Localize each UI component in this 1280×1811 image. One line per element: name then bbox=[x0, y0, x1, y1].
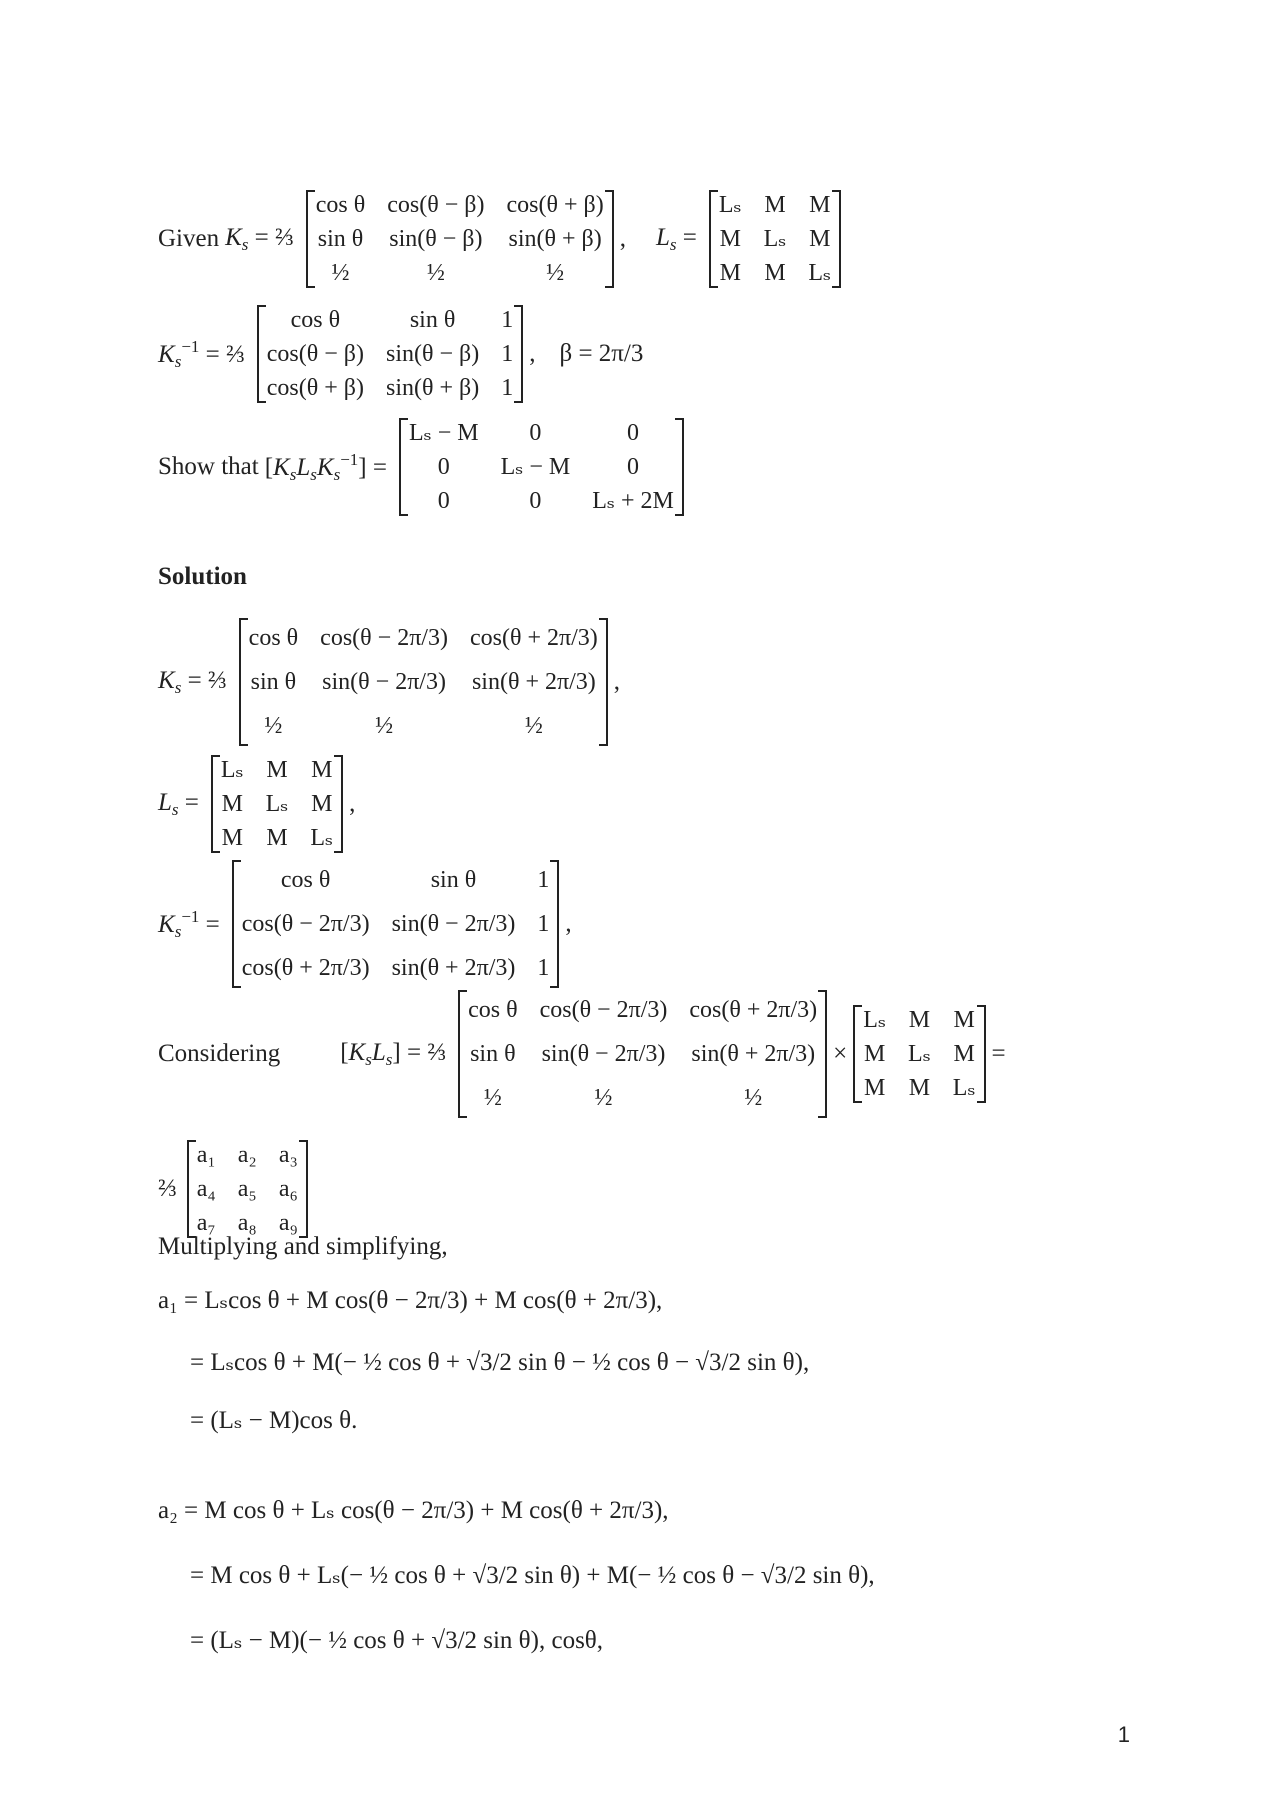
matrix-cell: 1 bbox=[537, 955, 550, 981]
matrix-cell: M bbox=[266, 757, 288, 783]
matrix-cell: M bbox=[764, 192, 786, 218]
solution-ks-matrix bbox=[239, 618, 608, 746]
matrix-cell: M bbox=[266, 825, 288, 851]
matrix-cell: cos(θ − β) bbox=[387, 192, 485, 218]
matrix-cell: cos(θ − 2π/3) bbox=[539, 997, 668, 1023]
matrix-cell: a₅ bbox=[237, 1176, 257, 1202]
matrix-cell: 0 bbox=[529, 488, 542, 514]
matrix-cell: Lₛ bbox=[952, 1075, 976, 1101]
solution-ks-equation: $K_s$ = ⅔ cos θ cos(θ − 2π/3) cos(θ + 2π/3) sin θ sin(θ − 2π/3) sin(θ + 2π/3) ½ ½ ½ , bbox=[158, 618, 620, 746]
matrix-cell: sin θ bbox=[470, 1041, 516, 1067]
a2-line-3: = (Lₛ − M)(− ½ cos θ + √3/2 sin θ), cosθ, bbox=[190, 1627, 604, 1654]
matrix-cell: 1 bbox=[501, 375, 514, 401]
matrix-cell: a₁ bbox=[196, 1142, 216, 1168]
matrix-cell: a₉ bbox=[278, 1210, 298, 1236]
a2-line-2: = M cos θ + Lₛ(− ½ cos θ + √3/2 sin θ) + M(− ½ cos θ − √3/2 sin θ), bbox=[190, 1562, 875, 1589]
matrix-cell: Lₛ + 2M bbox=[592, 488, 674, 514]
matrix-cell: cos θ bbox=[248, 625, 299, 651]
matrix-cell: sin(θ − 2π/3) bbox=[322, 669, 446, 695]
show-result-matrix bbox=[399, 418, 684, 516]
given-ks-equation: Given $K_s$ = ⅔ cos θ cos(θ − β) cos(θ + β) sin θ sin(θ − β) sin(θ + β) ½ ½ ½ , $L_s$ = Lₛ M M M Lₛ M M M Lₛ bbox=[158, 190, 847, 288]
matrix-cell: cos(θ + 2π/3) bbox=[241, 955, 370, 981]
matrix-cell: M bbox=[953, 1007, 975, 1033]
matrix-cell: 1 bbox=[501, 341, 514, 367]
matrix-cell: sin(θ + 2π/3) bbox=[471, 669, 596, 695]
matrix-cell: cos(θ + β) bbox=[266, 375, 364, 401]
matrix-cell: 0 bbox=[627, 420, 640, 446]
show-that-equation: Show that $[K_sL_sK_s^{-1}]$ = Lₛ − M 0 0 0 Lₛ − M 0 0 0 Lₛ + 2M bbox=[158, 418, 690, 516]
matrix-cell: a₈ bbox=[237, 1210, 257, 1236]
matrix-cell: Lₛ bbox=[310, 825, 334, 851]
beta-definition: β = 2π/3 bbox=[559, 340, 644, 367]
matrix-cell: 1 bbox=[501, 307, 514, 333]
solution-heading: Solution bbox=[158, 563, 247, 590]
matrix-cell: M bbox=[719, 226, 741, 252]
matrix-cell: Lₛ bbox=[808, 260, 832, 286]
matrix-cell: 0 bbox=[529, 420, 542, 446]
matrix-cell: a₃ bbox=[278, 1142, 298, 1168]
matrix-cell: a₂ bbox=[237, 1142, 257, 1168]
matrix-cell: 0 bbox=[437, 488, 450, 514]
a-coefficient-matrix bbox=[187, 1140, 308, 1238]
a1-line-3: = (Lₛ − M)cos θ. bbox=[190, 1407, 358, 1434]
matrix-cell: sin(θ − β) bbox=[389, 226, 483, 252]
a-matrix-equation: ⅔ a₁ a₂ a₃ a₄ a₅ a₆ a₇ a₈ a₉ bbox=[158, 1140, 314, 1238]
a1-line-2: = Lₛcos θ + M(− ½ cos θ + √3/2 sin θ − ½ cos θ − √3/2 sin θ), bbox=[190, 1349, 810, 1376]
matrix-cell: Lₛ bbox=[265, 791, 289, 817]
matrix-cell: sin(θ − 2π/3) bbox=[391, 911, 516, 937]
matrix-cell: cos(θ − 2π/3) bbox=[241, 911, 370, 937]
matrix-cell: sin θ bbox=[250, 669, 297, 695]
matrix-cell: Lₛ bbox=[863, 1007, 887, 1033]
matrix-cell: a₇ bbox=[196, 1210, 216, 1236]
matrix-cell: M bbox=[764, 260, 786, 286]
considering-ls-matrix bbox=[853, 1005, 985, 1103]
matrix-cell: ½ bbox=[546, 260, 565, 286]
matrix-cell: M bbox=[908, 1075, 931, 1101]
matrix-cell: cos(θ + 2π/3) bbox=[469, 625, 598, 651]
matrix-cell: Lₛ − M bbox=[500, 454, 571, 480]
matrix-cell: ½ bbox=[594, 1085, 613, 1111]
given-ks-matrix bbox=[306, 190, 614, 288]
matrix-cell: 0 bbox=[437, 454, 450, 480]
matrix-cell: sin θ bbox=[409, 307, 456, 333]
considering-equation: Considering $[K_sL_s]$ = ⅔ cos θ cos(θ − 2π/3) cos(θ + 2π/3) sin θ sin(θ − 2π/3) sin(θ + 2π/3) ½ ½ ½ × Lₛ M M M Lₛ M M M Lₛ = bbox=[158, 990, 1006, 1118]
matrix-cell: cos(θ − β) bbox=[266, 341, 364, 367]
matrix-cell: sin(θ − 2π/3) bbox=[541, 1041, 666, 1067]
matrix-cell: M bbox=[953, 1041, 975, 1067]
matrix-cell: sin(θ − β) bbox=[385, 341, 480, 367]
matrix-cell: cos(θ + 2π/3) bbox=[689, 997, 818, 1023]
matrix-cell: a₆ bbox=[278, 1176, 298, 1202]
show-label: Show that bbox=[158, 453, 259, 480]
considering-ks-matrix bbox=[458, 990, 827, 1118]
matrix-cell: Lₛ bbox=[763, 226, 787, 252]
matrix-cell: cos θ bbox=[468, 997, 518, 1023]
matrix-cell: sin θ bbox=[317, 226, 364, 252]
matrix-cell: M bbox=[311, 757, 333, 783]
given-ks-inverse-equation: $K_s^{-1}$ = ⅔ cos θ sin θ 1 cos(θ − β) sin(θ − β) 1 cos(θ + β) sin(θ + β) 1 , β = 2π/3 bbox=[158, 307, 644, 401]
solution-ls-matrix bbox=[211, 755, 343, 853]
matrix-cell: M bbox=[719, 260, 741, 286]
matrix-cell: 1 bbox=[537, 867, 550, 893]
matrix-cell: Lₛ − M bbox=[408, 420, 479, 446]
matrix-cell: M bbox=[863, 1075, 886, 1101]
matrix-cell: sin θ bbox=[430, 867, 477, 893]
matrix-cell: ½ bbox=[375, 713, 394, 739]
given-ks-inverse-matrix bbox=[257, 305, 523, 403]
matrix-cell: sin(θ + β) bbox=[508, 226, 602, 252]
solution-ls-equation: $L_s$ = Lₛ M M M Lₛ M M M Lₛ , bbox=[158, 757, 356, 851]
matrix-cell: a₄ bbox=[196, 1176, 216, 1202]
matrix-cell: sin(θ + 2π/3) bbox=[391, 955, 516, 981]
matrix-cell: cos(θ − 2π/3) bbox=[320, 625, 448, 651]
matrix-cell: M bbox=[221, 791, 243, 817]
matrix-cell: cos(θ + β) bbox=[506, 192, 604, 218]
matrix-cell: sin(θ + 2π/3) bbox=[691, 1041, 816, 1067]
matrix-cell: ½ bbox=[744, 1085, 763, 1111]
matrix-cell: M bbox=[908, 1007, 931, 1033]
given-label: Given bbox=[158, 225, 220, 252]
matrix-cell: ½ bbox=[524, 713, 543, 739]
matrix-cell: Lₛ bbox=[718, 192, 742, 218]
a2-line-1: a₂ = M cos θ + Lₛ cos(θ − 2π/3) + M cos(θ + 2π/3), bbox=[158, 1497, 669, 1524]
solution-ks-inverse-equation: $K_s^{-1}$ = cos θ sin θ 1 cos(θ − 2π/3) sin(θ − 2π/3) 1 cos(θ + 2π/3) sin(θ + 2π/3) 1 , bbox=[158, 860, 572, 988]
page-number: 1 bbox=[1117, 1722, 1130, 1747]
matrix-cell: ½ bbox=[426, 260, 445, 286]
matrix-cell: cos θ bbox=[315, 192, 366, 218]
solution-ks-inverse-matrix bbox=[232, 860, 560, 988]
multiplying-text: Multiplying and simplifying, bbox=[158, 1233, 448, 1260]
matrix-cell: cos θ bbox=[280, 867, 331, 893]
matrix-cell: M bbox=[221, 825, 243, 851]
considering-label: Considering bbox=[158, 1040, 281, 1067]
given-ls-matrix bbox=[709, 190, 841, 288]
matrix-cell: M bbox=[809, 192, 831, 218]
matrix-cell: Lₛ bbox=[908, 1041, 931, 1067]
matrix-cell: 1 bbox=[537, 911, 550, 937]
matrix-cell: M bbox=[863, 1041, 886, 1067]
matrix-cell: ½ bbox=[264, 713, 283, 739]
matrix-cell: sin(θ + β) bbox=[385, 375, 480, 401]
matrix-cell: Lₛ bbox=[220, 757, 244, 783]
matrix-cell: M bbox=[809, 226, 831, 252]
a1-line-1: a₁ = Lₛcos θ + M cos(θ − 2π/3) + M cos(θ + 2π/3), bbox=[158, 1287, 663, 1314]
matrix-cell: ½ bbox=[331, 260, 350, 286]
matrix-cell: cos θ bbox=[290, 307, 341, 333]
matrix-cell: 0 bbox=[627, 454, 640, 480]
matrix-cell: ½ bbox=[483, 1085, 502, 1111]
matrix-cell: M bbox=[311, 791, 333, 817]
